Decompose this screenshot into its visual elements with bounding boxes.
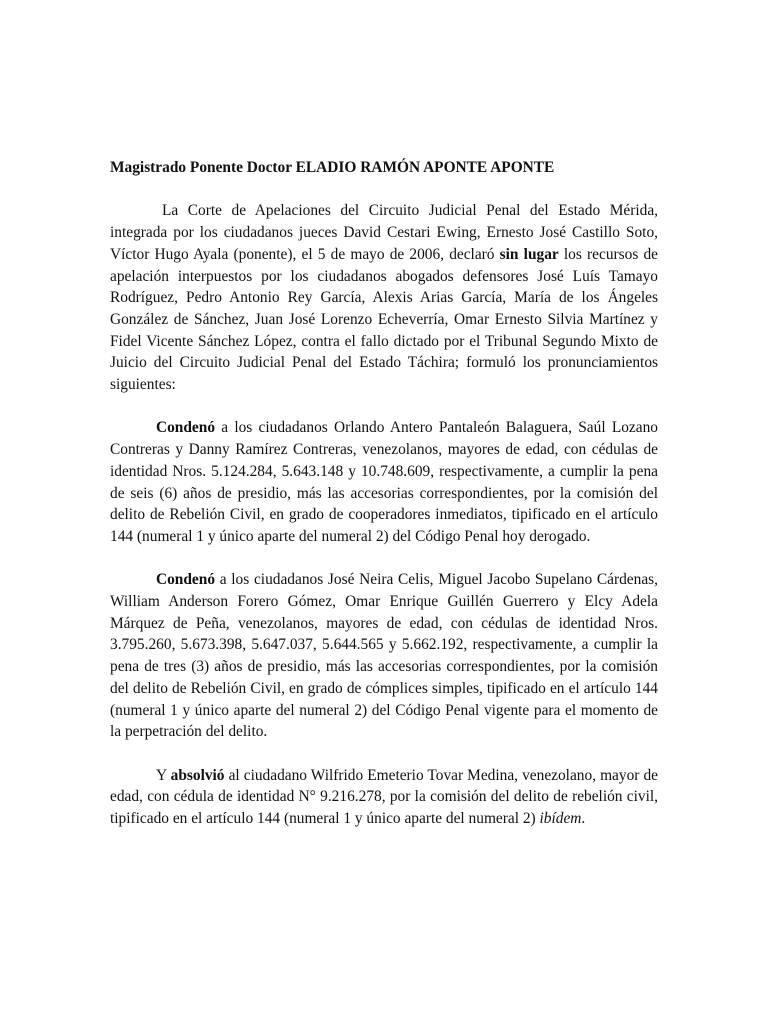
document-page xyxy=(110,157,658,830)
paragraph-text: al ciudadano Wilfrido Emeterio Tovar Medina, venezolano, mayor de edad, con cédula de identidad N° 9.216.278, por la comisión del delito de rebelión civil, tipificado en el artículo 144 (numeral 1 y único aparte del numeral 2) xyxy=(110,766,658,828)
paragraph-second-conviction xyxy=(110,569,658,743)
emphasis-ibidem: ibídem xyxy=(539,810,582,828)
document-heading xyxy=(110,157,658,179)
paragraph-first-conviction xyxy=(110,417,658,547)
paragraph-text: los recursos de apelación interpuestos por los ciudadanos abogados defensores José Luís Tamayo Rodríguez, Pedro Antonio Rey García, Alexis Arias García, María de los Ángeles González de Sánchez, Juan José Lorenzo Echeverría, Omar Ernesto Silvia Martínez y Fidel Vicente Sánchez López, contra el fallo dictado por el Tribunal Segundo Mixto de Juicio del Circuito Judicial Penal del Estado Táchira; formuló los pronunciamientos siguientes: xyxy=(110,245,659,394)
magistrate-name: ELADIO RAMÓN APONTE APONTE xyxy=(295,159,555,176)
emphasis-condeno: Condenó xyxy=(156,571,216,589)
paragraph-acquittal xyxy=(110,765,658,830)
paragraph-text: a los ciudadanos Orlando Antero Pantaleón Balaguera, Saúl Lozano Contreras y Danny Ramírez Contreras, venezolanos, mayores de edad, con cédulas de identidad Nros. 5.124.284, 5.643.148 y 10.748.609, respectivamente, a cumplir la pena de seis (6) años de presidio, más las accesorias correspondientes, por la comisión del delito de Rebelión Civil, en grado de cooperadores inmediatos, tipificado en el artículo 144 (numeral 1 y único aparte del numeral 2) del Código Penal hoy derogado. xyxy=(110,419,658,545)
paragraph-text: a los ciudadanos José Neira Celis, Miguel Jacobo Supelano Cárdenas, William Anderson Forero Gómez, Omar Enrique Guillén Guerrero y Elcy Adela Márquez de Peña, venezolanos, mayores de edad, con cédulas de identidad Nros. 3.795.260, 5.673.398, 5.647.037, 5.644.565 y 5.662.192, respectivamente, a cumplir la pena de tres (3) años de presidio, más las accesorias correspondientes, por la comisión del delito de Rebelión Civil, en grado de cómplices simples, tipificado en el artículo 144 (numeral 1 y único aparte del numeral 2) del Código Penal vigente para el momento de la perpetración del delito. xyxy=(110,571,658,741)
paragraph-text: . xyxy=(581,810,586,828)
paragraph-court-decision xyxy=(110,200,658,395)
emphasis-sin-lugar: sin lugar xyxy=(499,245,559,263)
paragraph-text: Y xyxy=(156,766,171,784)
heading-prefix: Magistrado Ponente Doctor xyxy=(110,159,296,176)
emphasis-absolvio: absolvió xyxy=(170,766,225,784)
paragraph-text: La Corte de Apelaciones del Circuito Judicial Penal del Estado Mérida, integrada por los ciudadanos jueces David Cestari Ewing, Ernesto José Castillo Soto, Víctor Hugo Ayala (ponente), el 5 de mayo de 2006, declaró xyxy=(110,202,658,263)
emphasis-condeno: Condenó xyxy=(156,419,216,437)
